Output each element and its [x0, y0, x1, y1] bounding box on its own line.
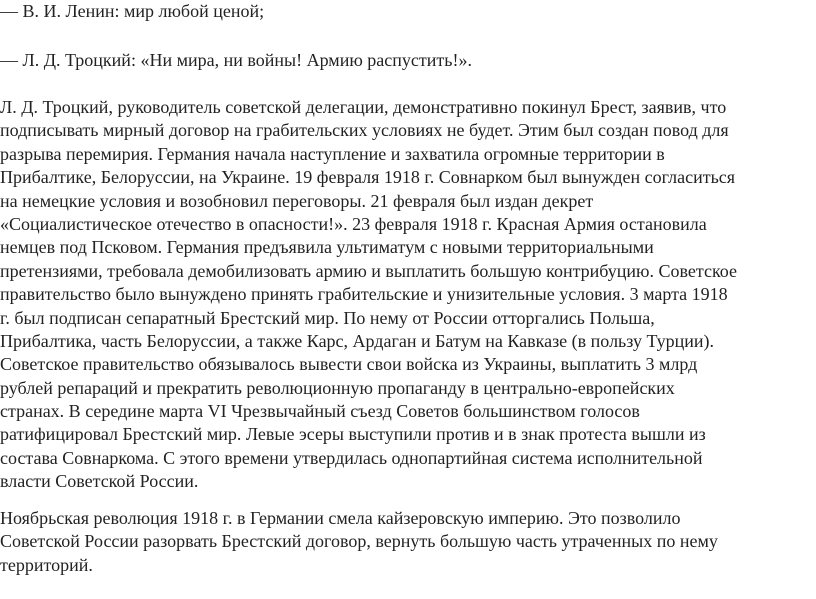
paragraph-line: Советской России разорвать Брестский договор, вернуть большую часть утраченных по нему — [0, 531, 718, 552]
quote-lenin: — В. И. Ленин: мир любой ценой; — [0, 1, 265, 21]
paragraph-line: Прибалтика, часть Белоруссии, а также Карс, Ардаган и Батум на Кавказе (в пользу Турции). — [0, 330, 714, 351]
paragraph-line: Советское правительство обязывалось вывести свои войска из Украины, выплатить 3 млрд — [0, 354, 698, 375]
paragraph-line: г. был подписан сепаратный Брестский мир. По нему от России отторгались Польша, — [0, 307, 655, 328]
paragraph-line: территорий. — [0, 554, 93, 575]
paragraph-line: Прибалтике, Белоруссии, на Украине. 19 февраля 1918 г. Совнарком был вынужден согласиться — [0, 167, 736, 188]
paragraph-line: странах. В середине марта VI Чрезвычайный съезд Советов большинством голосов — [0, 401, 640, 422]
paragraph-line: рублей репараций и прекратить революционную пропаганду в центрально-европейских — [0, 377, 675, 398]
paragraph-line: Ноябрьская революция 1918 г. в Германии смела кайзеровскую империю. Это позволило — [0, 508, 681, 528]
paragraph-line: ратифицировал Брестский мир. Левые эсеры выступили против и в знак протеста вышли из — [0, 424, 706, 445]
paragraph-line: разрыва перемирия. Германия начала наступление и захватила огромные территории в — [0, 143, 665, 164]
paragraph-line: претензиями, требовала демобилизовать армию и выплатить большую контрибуцию. Советское — [0, 260, 737, 281]
paragraph-line: немцев под Псковом. Германия предъявила ультиматум с новыми территориальными — [0, 237, 654, 258]
paragraph-line: «Социалистическое отечество в опасности!». 23 февраля 1918 г. Красная Армия остановила — [0, 213, 707, 234]
paragraph-line: правительство было вынуждено принять грабительские и унизительные условия. 3 марта 1918 — [0, 284, 728, 305]
paragraph-line: состава Совнаркома. С этого времени утвердилась однопартийная система исполнительной — [0, 447, 703, 468]
paragraph-line: Л. Д. Троцкий, руководитель советской делегации, демонстративно покинул Брест, заявив, что — [0, 97, 727, 117]
paragraph-line: на немецкие условия и возобновил переговоры. 21 февраля был издан декрет — [0, 190, 594, 211]
paragraph-line: подписывать мирный договор на грабительских условиях не будет. Этим был создан повод для — [0, 120, 729, 141]
quote-trotsky: — Л. Д. Троцкий: «Ни мира, ни войны! Армию распустить!». — [0, 50, 472, 70]
paragraph-brest-peace — [0, 96, 816, 494]
paragraph-line: власти Советской России. — [0, 471, 199, 492]
paragraph-november-revolution — [0, 507, 816, 577]
